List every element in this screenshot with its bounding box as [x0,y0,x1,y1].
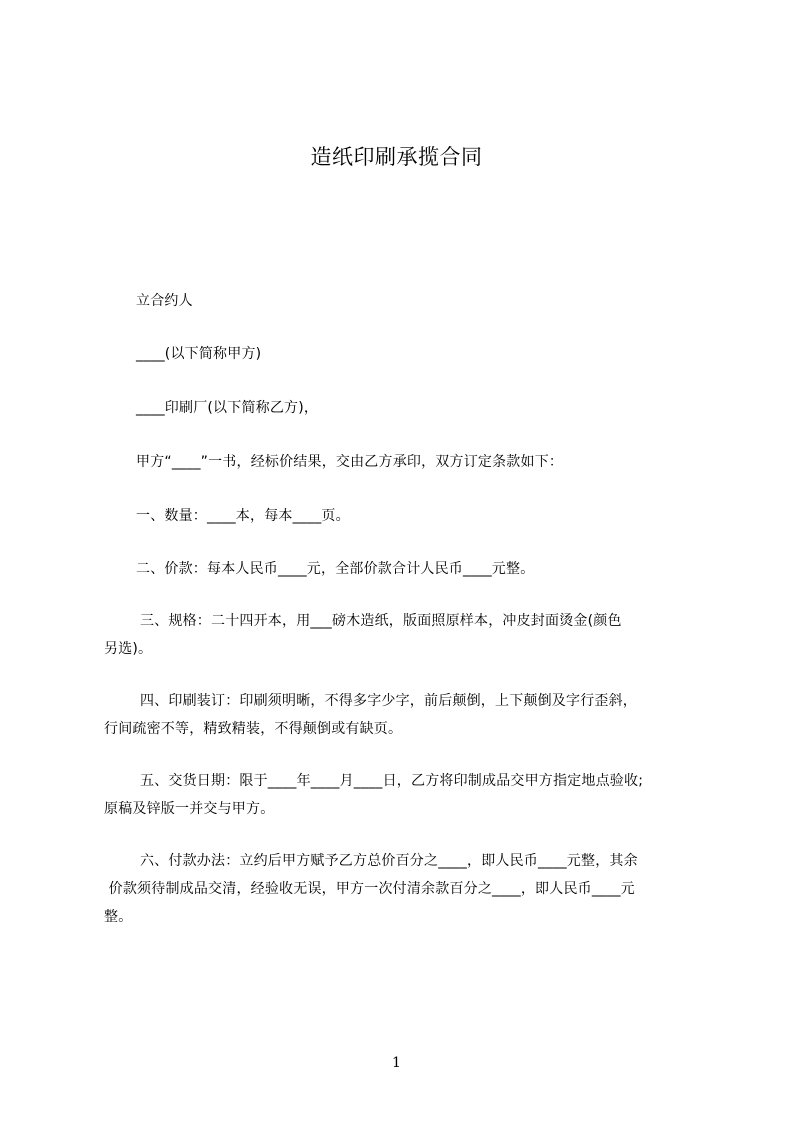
paragraph-line: 二、价款：每本人民币____元，全部价款合计人民币____元整。 [136,561,535,577]
clause-printing-binding [104,687,704,743]
paragraph-parties-header [104,287,736,315]
clause-specification [104,607,704,663]
clause-price [104,555,736,583]
paragraph-line: 另选)。 [104,641,153,657]
paragraph-line: 价款须待制成品交清，经验收无误，甲方一次付清余款百分之____，即人民币____元 [104,881,635,897]
clause-payment [104,847,704,931]
clause-delivery-date [104,767,704,823]
document-title: 造纸印刷承揽合同 [310,145,483,169]
paragraph-line: 立合约人 [136,293,193,309]
paragraph-line: ____印刷厂(以下简称乙方)， [136,400,319,416]
paragraph-line: 甲方“____”一书，经标价结果，交由乙方承印，双方订定条款如下： [136,454,564,470]
paragraph-line: 行间疏密不等，精致精装，不得颠倒或有缺页。 [104,721,403,737]
paragraph-party-a [104,340,736,368]
clause-quantity [104,502,736,530]
paragraph-line: 三、规格：二十四开本，用___磅木造纸，版面照原样本，冲皮封面烫金(颜色 [140,613,622,629]
paragraph-line: ____(以下简称甲方) [136,346,262,362]
paragraph-line: 一、数量：____本，每本____页。 [136,508,350,524]
paragraph-preamble [104,448,736,476]
paragraph-party-b [104,394,736,422]
paragraph-line: 五、交货日期：限于____年____月____日，乙方将印制成品交甲方指定地点验收; [140,773,644,789]
paragraph-line: 原稿及锌版一并交与甲方。 [104,801,275,817]
paragraph-line: 整。 [104,909,133,925]
paragraph-line: 四、印刷装订：印刷须明晰，不得多字少字，前后颠倒，上下颠倒及字行歪斜， [140,693,637,709]
paragraph-line: 六、付款办法：立约后甲方赋予乙方总价百分之____，即人民币____元整，其余 [140,853,638,869]
page-number: 1 [392,1055,401,1071]
